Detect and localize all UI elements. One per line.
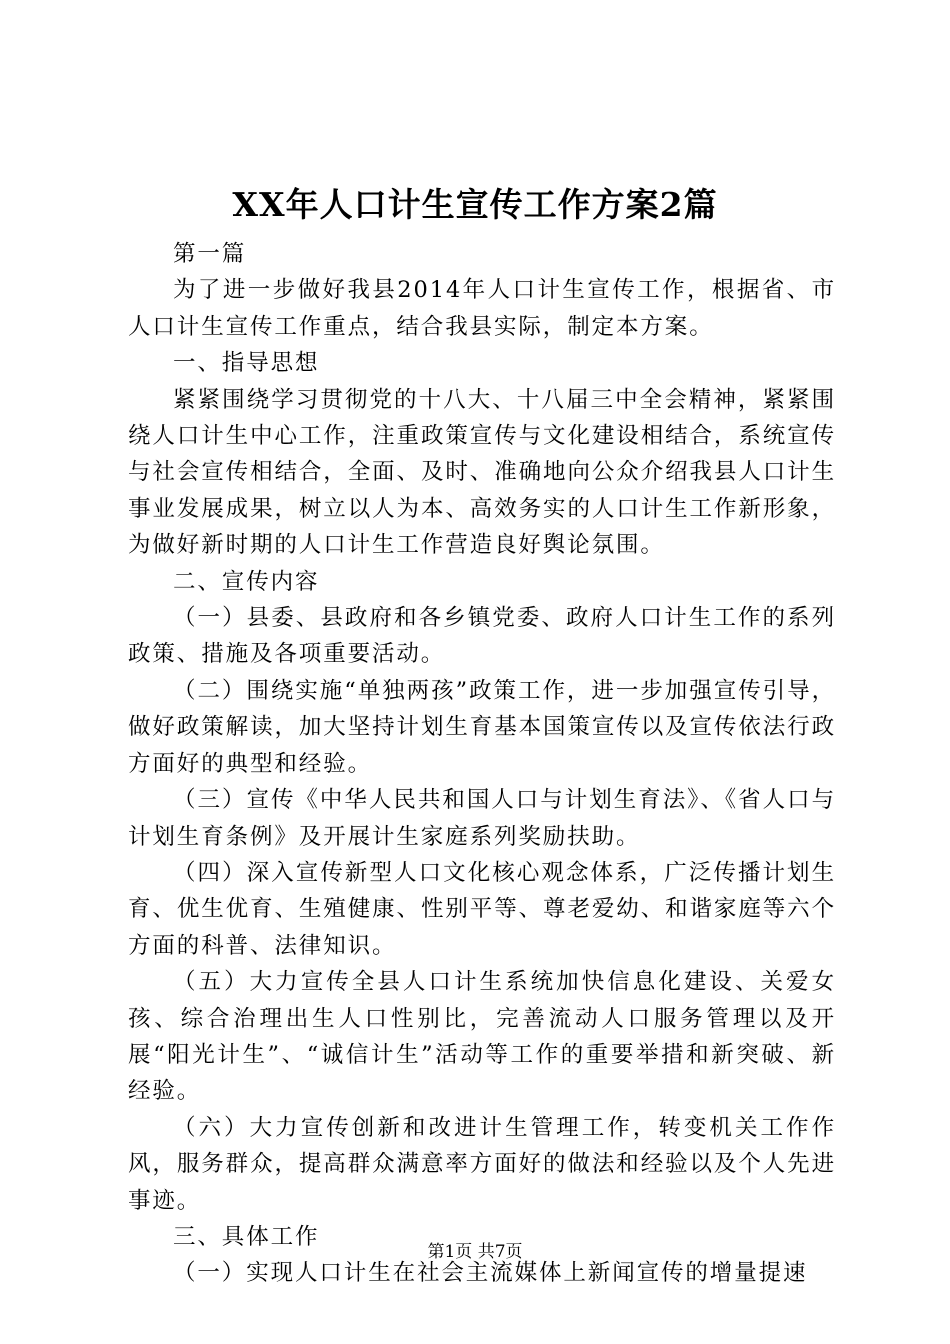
content-item-1: （一）县委、县政府和各乡镇党委、政府人口计生工作的系列政策、措施及各项重要活动。	[128, 605, 836, 668]
work-item-1: （一）实现人口计生在社会主流媒体上新闻宣传的增量提速	[173, 1260, 808, 1287]
document-body	[128, 236, 836, 1292]
content-item-2: （二）围绕实施“单独两孩”政策工作，进一步加强宣传引导，做好政策解读，加大坚持计划生育基本国策宣传以及宣传依法行政方面好的典型和经验。	[128, 677, 836, 777]
section-heading-part-one: 第一篇	[173, 241, 247, 267]
content-item-6: （六）大力宣传创新和改进计生管理工作，转变机关工作作风，服务群众，提高群众满意率方面好的做法和经验以及个人先进事迹。	[128, 1114, 836, 1214]
section-heading-publicity-content: 二、宣传内容	[173, 568, 320, 595]
page-number-footer: 第1页 共7页	[427, 1242, 523, 1262]
document-title: XX年人口计生宣传工作方案2篇	[232, 185, 718, 224]
intro-paragraph: 为了进一步做好我县2014年人口计生宣传工作，根据省、市人口计生宣传工作重点，结合我县实际，制定本方案。	[128, 277, 836, 340]
section-heading-specific-work: 三、具体工作	[173, 1223, 320, 1250]
guiding-ideology-paragraph: 紧紧围绕学习贯彻党的十八大、十八届三中全会精神，紧紧围绕人口计生中心工作，注重政策宣传与文化建设相结合，系统宣传与社会宣传相结合，全面、及时、准确地向公众介绍我县人口计生事业发展成果，树立以人为本、高效务实的人口计生工作新形象，为做好新时期的人口计生工作营造良好舆论氛围。	[128, 386, 836, 559]
content-item-4: （四）深入宣传新型人口文化核心观念体系，广泛传播计划生育、优生优育、生殖健康、性别平等、尊老爱幼、和谐家庭等六个方面的科普、法律知识。	[128, 859, 836, 959]
section-heading-guiding-ideology: 一、指导思想	[173, 350, 320, 377]
content-item-5: （五）大力宣传全县人口计生系统加快信息化建设、关爱女孩、综合治理出生人口性别比，完善流动人口服务管理以及开展“阳光计生”、“诚信计生”活动等工作的重要举措和新突破、新经验。	[128, 969, 836, 1105]
content-item-3: （三）宣传《中华人民共和国人口与计划生育法》、《省人口与计划生育条例》及开展计生家庭系列奖励扶助。	[128, 787, 836, 850]
